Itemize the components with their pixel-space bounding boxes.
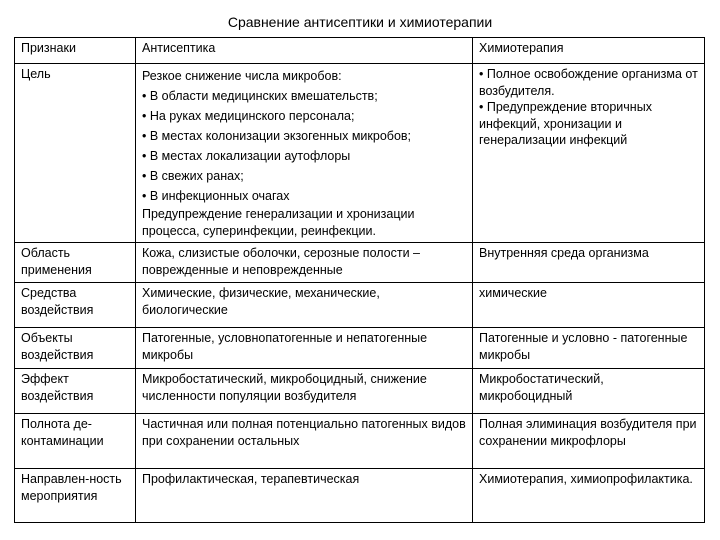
feature-goal: Цель (15, 64, 136, 243)
antiseptic-direction: Профилактическая, терапевтическая (136, 469, 473, 523)
page-title: Сравнение антисептики и химиотерапии (227, 14, 493, 30)
antiseptic-goal-line: Резкое снижение числа микробов: (142, 69, 342, 83)
antiseptic-goal-line: • В местах колонизации экзогенных микробов; (142, 129, 412, 143)
table-row-targets (15, 328, 705, 369)
antiseptic-goal-line: • В местах локализации аутофлоры (142, 149, 351, 163)
feature-means: Средства воздействия (15, 283, 136, 328)
chemotherapy-means: химические (473, 283, 705, 328)
table-row-scope (15, 243, 705, 283)
antiseptic-goal-line: • На руках медицинского персонала; (142, 109, 355, 123)
chemotherapy-goal-line: • Предупреждение вторичных инфекций, хронизации и генерализации инфекций (479, 100, 652, 147)
table-header-row (15, 38, 705, 64)
table-row-completeness (15, 414, 705, 469)
chemotherapy-effect: Микробостатический, микробоцидный (473, 369, 705, 414)
chemotherapy-direction: Химиотерапия, химиопрофилактика. (473, 469, 705, 523)
header-antiseptic: Антисептика (136, 38, 473, 64)
antiseptic-targets: Патогенные, условнопатогенные и непатогенные микробы (136, 328, 473, 369)
antiseptic-scope: Кожа, слизистые оболочки, серозные полости – поврежденные и неповрежденные (136, 243, 473, 283)
chemotherapy-goal-line: • Полное освобождение организма от возбудителя. (479, 67, 698, 98)
table-row-goal (15, 64, 705, 243)
feature-scope: Область применения (15, 243, 136, 283)
chemotherapy-scope: Внутренняя среда организма (473, 243, 705, 283)
table-row-direction (15, 469, 705, 523)
antiseptic-goal-line: Предупреждение генерализации и хронизации процесса, суперинфекции, реинфекции. (142, 207, 415, 238)
table-row-means (15, 283, 705, 328)
chemotherapy-goal (473, 64, 705, 243)
comparison-table (14, 37, 705, 523)
feature-completeness: Полнота де-контаминации (15, 414, 136, 469)
antiseptic-means: Химические, физические, механические, биологические (136, 283, 473, 328)
antiseptic-goal-line: • В инфекционных очагах (142, 189, 290, 203)
antiseptic-effect: Микробостатический, микробоцидный, снижение численности популяции возбудителя (136, 369, 473, 414)
antiseptic-goal-line: • В свежих ранах; (142, 169, 244, 183)
chemotherapy-targets: Патогенные и условно - патогенные микробы (473, 328, 705, 369)
header-features: Признаки (15, 38, 136, 64)
chemotherapy-completeness: Полная элиминация возбудителя при сохранении микрофлоры (473, 414, 705, 469)
feature-targets: Объекты воздействия (15, 328, 136, 369)
header-chemotherapy: Химиотерапия (473, 38, 705, 64)
feature-direction: Направлен-ность мероприятия (15, 469, 136, 523)
antiseptic-completeness: Частичная или полная потенциально патогенных видов при сохранении остальных (136, 414, 473, 469)
table-row-effect (15, 369, 705, 414)
antiseptic-goal-line: • В области медицинских вмешательств; (142, 89, 378, 103)
feature-effect: Эффект воздействия (15, 369, 136, 414)
antiseptic-goal (136, 64, 473, 243)
